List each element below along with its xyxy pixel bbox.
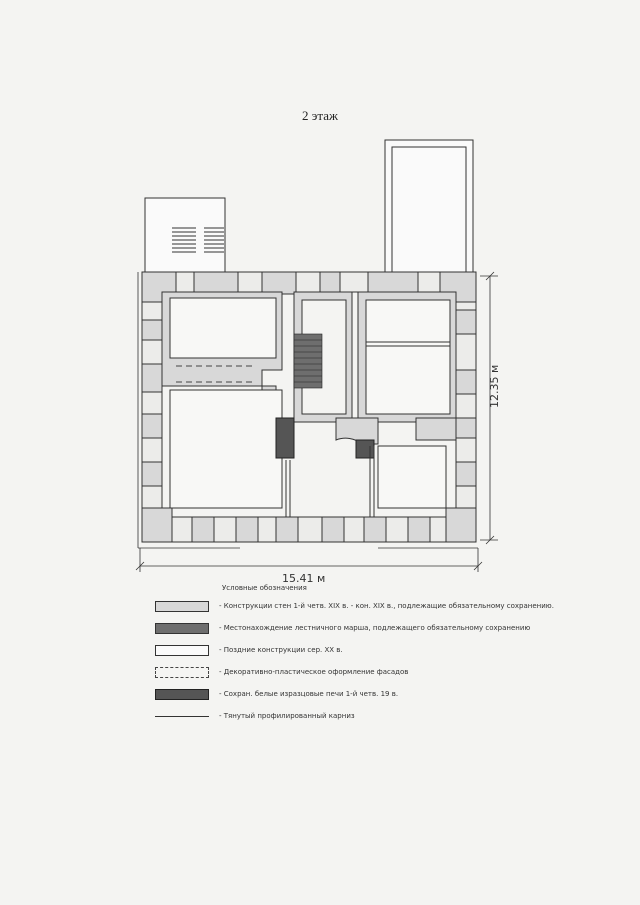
legend-swatch-wall [155,601,209,612]
legend-text: - Тянутый профилированный карниз [219,712,355,720]
height-dimension: 12.35 м [488,364,501,408]
legend-title: Условные обозначения [222,584,307,592]
width-dimension: 15.41 м [282,572,326,585]
legend-text: - Поздние конструкции сер. XX в. [219,646,343,654]
legend-item [150,708,620,724]
legend-text: - Декоративно-пластическое оформление фасадов [219,668,409,676]
annex-right [385,140,473,272]
legend-text: - Сохран. белые изразцовые печи 1-й четв. 19 в. [219,690,399,698]
room-nw [170,298,276,358]
room-sw [170,390,282,508]
floor-title: 2 этаж [302,108,338,123]
annex-left [145,198,225,272]
legend-item [150,598,620,614]
room-ne [366,300,450,414]
legend-swatch-stair [155,623,209,634]
legend-item [150,642,620,658]
stair-flight [294,334,322,388]
room-s [378,446,446,508]
legend-swatch-cornice [155,716,209,717]
legend-item [150,620,620,636]
legend-item [150,664,620,680]
legend-swatch-stove [155,689,209,700]
legend-item [150,686,620,702]
legend-swatch-late [155,645,209,656]
legend-swatch-decor [155,667,209,678]
legend-text: - Местонахождение лестничного марша, подлежащего обязательному сохранению [219,624,531,632]
legend [150,584,620,730]
legend-text: - Конструкции стен 1-й четв. XIX в. - кон. XIX в., подлежащие обязательному сохранению. [219,602,554,610]
